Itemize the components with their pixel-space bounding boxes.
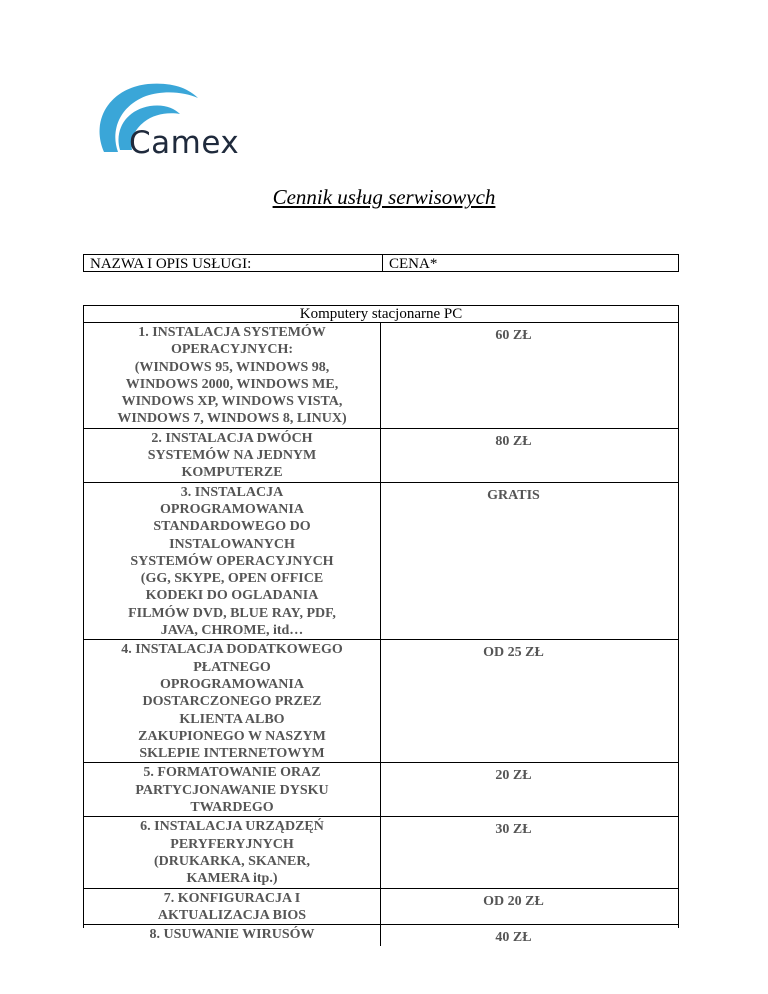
service-description-line: (DRUKARKA, SKANER,	[154, 853, 310, 869]
service-description-line: WINDOWS XP, WINDOWS VISTA,	[121, 394, 343, 410]
logo-text: Camex	[129, 125, 240, 161]
section-title: Komputery stacjonarne PC	[84, 306, 678, 323]
service-description	[84, 640, 381, 762]
service-description	[84, 763, 381, 816]
service-row	[84, 817, 678, 888]
service-price: GRATIS	[487, 487, 540, 503]
service-row	[84, 323, 678, 429]
service-description-line: (GG, SKYPE, OPEN OFFICE	[140, 571, 324, 587]
service-description	[84, 889, 381, 925]
service-price: 80 ZŁ	[495, 433, 532, 449]
service-description-line: OPERACYJNYCH:	[170, 342, 294, 358]
service-description-line: OPROGRAMOWANIA	[160, 676, 304, 692]
service-description-line: SKLEPIE INTERNETOWYM	[139, 746, 325, 762]
service-description-line: WINDOWS 7, WINDOWS 8, LINUX)	[117, 411, 347, 427]
service-description-line: WINDOWS 2000, WINDOWS ME,	[125, 376, 339, 392]
service-description-line: TWARDEGO	[190, 800, 274, 816]
camex-logo	[92, 80, 242, 170]
service-description-line: STANDARDOWEGO DO	[153, 519, 311, 535]
service-description-line: PŁATNEGO	[193, 659, 271, 675]
service-description-line: KLIENTA ALBO	[179, 711, 285, 727]
service-description-line: SYSTEMÓW OPERACYJNYCH	[130, 553, 334, 569]
service-price: OD 25 ZŁ	[483, 645, 544, 661]
service-description-line: 3. INSTALACJA	[180, 484, 284, 500]
service-row	[84, 429, 678, 483]
service-description-line: 8. USUWANIE WIRUSÓW	[149, 927, 315, 943]
service-description-line: KAMERA itp.)	[186, 871, 278, 887]
service-row	[84, 925, 678, 946]
service-price: OD 20 ZŁ	[483, 893, 544, 909]
service-description	[84, 429, 381, 482]
service-description	[84, 323, 381, 428]
service-description-line: FILMÓW DVD, BLUE RAY, PDF,	[128, 605, 336, 621]
service-description-line: AKTUALIZACJA BIOS	[157, 907, 307, 923]
service-row	[84, 763, 678, 817]
service-row	[84, 483, 678, 641]
service-description-line: 1. INSTALACJA SYSTEMÓW	[138, 325, 326, 340]
service-description	[84, 483, 381, 640]
header-col-name: NAZWA I OPIS USŁUGI:	[84, 255, 383, 271]
service-price: 30 ZŁ	[495, 822, 532, 838]
service-description-line: PERYFERYJNYCH	[170, 836, 294, 852]
service-description-line: (WINDOWS 95, WINDOWS 98,	[134, 359, 330, 375]
service-description	[84, 925, 381, 946]
service-price: 40 ZŁ	[495, 930, 532, 946]
service-description-line: ZAKUPIONEGO W NASZYM	[138, 728, 326, 744]
header-col-price: CENA*	[389, 256, 438, 272]
service-description-line: KOMPUTERZE	[181, 465, 283, 481]
header-table	[83, 254, 679, 272]
service-description-line: DOSTARCZONEGO PRZEZ	[142, 694, 322, 710]
service-row	[84, 889, 678, 926]
service-description-line: PARTYCJONAWANIE DYSKU	[135, 782, 329, 798]
price-table	[83, 305, 679, 946]
service-description-line: 6. INSTALACJA URZĄDZĘŃ	[140, 819, 324, 835]
service-description	[84, 817, 381, 887]
service-description-line: KODEKI DO OGLADANIA	[145, 588, 319, 604]
service-description-line: 4. INSTALACJA DODATKOWEGO	[121, 642, 343, 658]
service-description-line: OPROGRAMOWANIA	[160, 501, 304, 517]
service-description-line: SYSTEMÓW NA JEDNYM	[147, 448, 317, 464]
service-description-line: INSTALOWANYCH	[169, 536, 295, 552]
service-description-line: 2. INSTALACJA DWÓCH	[151, 430, 313, 446]
service-row	[84, 640, 678, 763]
service-rows	[84, 323, 678, 946]
service-description-line: 5. FORMATOWANIE ORAZ	[143, 765, 321, 781]
service-price: 20 ZŁ	[495, 768, 532, 784]
service-description-line: 7. KONFIGURACJA I	[163, 890, 301, 906]
service-description-line: JAVA, CHROME, itd…	[160, 623, 304, 639]
page-title: Cennik usług serwisowych	[272, 185, 496, 209]
service-price: 60 ZŁ	[495, 328, 532, 343]
